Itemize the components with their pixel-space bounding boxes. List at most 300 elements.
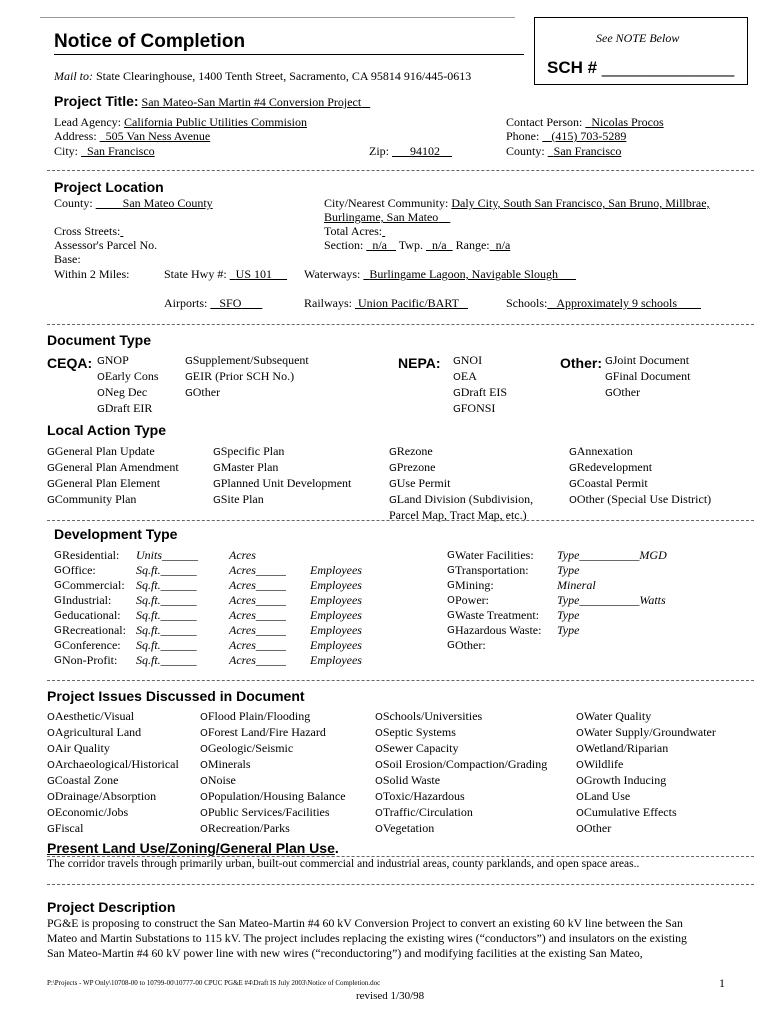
development-units: Sq.ft.______ [136, 593, 197, 607]
option-label: Neg Dec [104, 385, 148, 399]
development-acres: Acres_____ [229, 563, 286, 577]
nepa-options [453, 353, 507, 417]
checkbox-mark[interactable]: G [185, 356, 193, 367]
issue-option [375, 805, 547, 821]
checkbox-mark[interactable]: G [54, 640, 62, 651]
development-heading: Development Type [54, 526, 178, 542]
option-label: Rezone [396, 444, 433, 458]
local-action-option [213, 492, 351, 508]
divider [47, 170, 754, 171]
checkbox-mark[interactable]: O [576, 824, 584, 835]
option-label: General Plan Element [54, 476, 161, 490]
checkbox-mark[interactable]: G [54, 655, 62, 666]
checkbox-mark[interactable]: O [47, 792, 55, 803]
checkbox-mark[interactable]: G [54, 610, 62, 621]
option-label: Geologic/Seismic [207, 741, 294, 755]
option-label: Water Quality [583, 709, 652, 723]
development-acres: Acres_____ [229, 623, 286, 637]
local-action-option [213, 460, 351, 476]
option-label: Forest Land/Fire Hazard [207, 725, 326, 739]
checkbox-mark[interactable]: O [576, 792, 584, 803]
checkbox-mark[interactable]: G [447, 565, 455, 576]
issue-option [576, 805, 716, 821]
option-label: EIR (Prior SCH No.) [192, 369, 295, 383]
development-label: Transportation: [455, 563, 529, 577]
other-doc-option [605, 353, 690, 369]
option-label: Master Plan [220, 460, 279, 474]
development-units: Sq.ft.______ [136, 653, 197, 667]
checkbox-mark[interactable]: O [200, 824, 208, 835]
issue-option [576, 741, 716, 757]
airports-row: Airports: SFO [164, 296, 242, 310]
location-heading: Project Location [54, 179, 164, 195]
nepa-option [453, 369, 507, 385]
checkbox-mark[interactable]: O [453, 372, 461, 383]
checkbox-mark[interactable]: G [54, 595, 62, 606]
development-units: Sq.ft.______ [136, 638, 197, 652]
option-label: Land Use [583, 789, 631, 803]
within-label: Within 2 Miles: [54, 267, 130, 281]
checkbox-mark[interactable]: G [605, 388, 613, 399]
location-community-2: Burlingame, San Mateo [324, 210, 439, 224]
issue-option [47, 741, 179, 757]
location-community: City/Nearest Community: Daly City, South San Francisco, San Bruno, Millbrae, [324, 196, 710, 210]
option-label: Draft EIR [104, 401, 153, 415]
development-value: Type [557, 608, 580, 622]
issues-heading: Project Issues Discussed in Document [47, 688, 305, 704]
option-label: Septic Systems [382, 725, 456, 739]
development-value: Type [557, 623, 580, 637]
page-title: Notice of Completion [54, 31, 246, 52]
checkbox-mark[interactable]: G [47, 824, 55, 835]
revised-date: revised 1/30/98 [356, 990, 425, 1002]
nepa-label: NEPA: [398, 355, 441, 371]
issue-option [47, 773, 179, 789]
cross-streets: Cross Streets: [54, 224, 121, 238]
checkbox-mark[interactable]: O [447, 595, 455, 606]
option-label: Vegetation [382, 821, 435, 835]
checkbox-mark[interactable]: O [47, 760, 55, 771]
ceqa-option [185, 369, 309, 385]
option-label: General Plan Update [54, 444, 155, 458]
issue-option [47, 725, 179, 741]
development-acres: Acres_____ [229, 593, 286, 607]
issue-option [200, 725, 346, 741]
section-row: Section: n/a Twp. n/a Range: n/a [324, 238, 511, 252]
issue-option [200, 757, 346, 773]
checkbox-mark[interactable]: G [47, 776, 55, 787]
option-label: Other [583, 821, 612, 835]
option-label: Drainage/Absorption [54, 789, 157, 803]
checkbox-mark[interactable]: O [375, 824, 383, 835]
issue-option [576, 709, 716, 725]
checkbox-mark[interactable]: O [375, 760, 383, 771]
checkbox-mark[interactable]: O [47, 712, 55, 723]
checkbox-mark[interactable]: O [47, 728, 55, 739]
checkbox-mark[interactable]: G [569, 463, 577, 474]
checkbox-mark[interactable]: G [389, 447, 397, 458]
checkbox-mark[interactable]: G [213, 447, 221, 458]
development-employees: Employees [310, 623, 362, 637]
checkbox-mark[interactable]: G [605, 372, 613, 383]
checkbox-mark[interactable]: G [213, 495, 221, 506]
divider [47, 520, 754, 521]
lead-agency-row: Lead Agency: California Public Utilities Commision [54, 115, 307, 129]
checkbox-mark[interactable]: G [447, 610, 455, 621]
option-label: Schools/Universities [382, 709, 483, 723]
issue-option [47, 789, 179, 805]
option-label: Coastal Zone [54, 773, 119, 787]
total-acres: Total Acres: [324, 224, 383, 238]
local-action-option [569, 460, 711, 476]
option-label: Wetland/Riparian [583, 741, 669, 755]
option-label: EA [460, 369, 477, 383]
checkbox-mark[interactable]: G [453, 356, 461, 367]
option-label: Traffic/Circulation [382, 805, 473, 819]
checkbox-mark[interactable]: G [453, 404, 461, 415]
checkbox-mark[interactable]: G [389, 495, 397, 506]
local-action-col4 [569, 444, 711, 508]
mail-to: Mail to: State Clearinghouse, 1400 Tenth Street, Sacramento, CA 95814 916/445-0613 [54, 69, 472, 83]
nepa-option [453, 385, 507, 401]
issue-option [375, 773, 547, 789]
option-label: Public Services/Facilities [207, 805, 330, 819]
issue-option [375, 725, 547, 741]
development-units: Sq.ft.______ [136, 623, 197, 637]
base: Base: [54, 252, 81, 266]
option-label: Flood Plain/Flooding [207, 709, 311, 723]
development-label: Non-Profit: [62, 653, 118, 667]
option-label: Sewer Capacity [382, 741, 459, 755]
development-value: Type__________MGD [557, 548, 667, 562]
option-label: Noise [207, 773, 236, 787]
development-label: Water Facilities: [455, 548, 534, 562]
local-action-option [213, 476, 351, 492]
description-line: Mateo and Martin Substations to 115 kV. The project includes replacing the existing wires (“conductors”) and insulators on the existing [47, 931, 687, 945]
checkbox-mark[interactable]: O [97, 388, 105, 399]
contact-row: Contact Person: Nicolas Procos [506, 115, 664, 129]
option-label: Cumulative Effects [583, 805, 677, 819]
other-doc-options [605, 353, 690, 401]
issues-col1 [47, 709, 179, 837]
option-label: Water Supply/Groundwater [583, 725, 716, 739]
top-rule [40, 17, 515, 18]
local-action-option [47, 492, 179, 508]
sch-label: SCH # ______________ [547, 58, 735, 77]
development-acres: Acres_____ [229, 638, 286, 652]
local-action-col2 [213, 444, 351, 508]
checkbox-mark[interactable]: O [200, 744, 208, 755]
development-label: educational: [62, 608, 121, 622]
development-employees: Employees [310, 593, 362, 607]
development-units: Sq.ft.______ [136, 563, 197, 577]
phone-row: Phone: (415) 703-5289 [506, 129, 627, 143]
development-acres: Acres_____ [229, 608, 286, 622]
issues-col4 [576, 709, 716, 837]
local-action-option [389, 444, 533, 460]
nepa-option [453, 401, 507, 417]
checkbox-mark[interactable]: O [375, 712, 383, 723]
checkbox-mark[interactable]: G [605, 356, 613, 367]
nepa-option [453, 353, 507, 369]
option-label: Parcel Map, Tract Map, etc.) [389, 508, 527, 522]
other-doc-option [605, 385, 690, 401]
checkbox-mark[interactable]: G [389, 463, 397, 474]
option-label: Archaeological/Historical [54, 757, 179, 771]
option-label: Supplement/Subsequent [192, 353, 309, 367]
option-label: Wildlife [583, 757, 624, 771]
issue-option [375, 757, 547, 773]
option-label: Aesthetic/Visual [54, 709, 135, 723]
issue-option [200, 773, 346, 789]
checkbox-mark[interactable]: G [213, 479, 221, 490]
issue-option [375, 789, 547, 805]
development-label: Industrial: [62, 593, 112, 607]
checkbox-mark[interactable]: O [375, 776, 383, 787]
option-label: FONSI [460, 401, 496, 415]
checkbox-mark[interactable]: O [375, 744, 383, 755]
development-label: Residential: [62, 548, 120, 562]
checkbox-mark[interactable]: O [200, 712, 208, 723]
issue-option [200, 821, 346, 837]
checkbox-mark[interactable]: O [569, 495, 577, 506]
option-label: Recreation/Parks [207, 821, 290, 835]
option-label: Other (Special Use District) [576, 492, 712, 506]
divider [47, 856, 754, 857]
option-label: Coastal Permit [576, 476, 648, 490]
ceqa-option [185, 353, 309, 369]
checkbox-mark[interactable]: G [47, 463, 55, 474]
issue-option [576, 725, 716, 741]
issue-option [576, 789, 716, 805]
checkbox-mark[interactable]: G [447, 640, 455, 651]
local-action-col3 [389, 444, 533, 523]
option-label: Draft EIS [460, 385, 508, 399]
local-action-option [569, 444, 711, 460]
issue-option [375, 709, 547, 725]
checkbox-mark[interactable]: G [185, 388, 193, 399]
option-label: NOI [460, 353, 483, 367]
local-action-option [213, 444, 351, 460]
checkbox-mark[interactable]: O [576, 776, 584, 787]
development-value: Mineral [557, 578, 596, 592]
option-label: Minerals [207, 757, 251, 771]
divider [47, 324, 754, 325]
zip-row: Zip: 94102 [369, 144, 440, 158]
option-label: Solid Waste [382, 773, 441, 787]
issue-option [576, 821, 716, 837]
development-label: Commercial: [62, 578, 125, 592]
checkbox-mark[interactable]: G [213, 463, 221, 474]
checkbox-mark[interactable]: O [200, 728, 208, 739]
checkbox-mark[interactable]: O [375, 728, 383, 739]
development-acres: Acres [229, 548, 256, 562]
option-label: Economic/Jobs [54, 805, 129, 819]
checkbox-mark[interactable]: G [447, 580, 455, 591]
development-label: Waste Treatment: [455, 608, 540, 622]
option-label: Land Division (Subdivision, [396, 492, 534, 506]
development-acres: Acres_____ [229, 653, 286, 667]
hwy-row: State Hwy #: US 101 [164, 267, 273, 281]
note-text: See NOTE Below [596, 31, 680, 45]
checkbox-mark[interactable]: O [375, 792, 383, 803]
local-action-option [47, 444, 179, 460]
option-label: Prezone [396, 460, 436, 474]
checkbox-mark[interactable]: O [97, 372, 105, 383]
option-label: Fiscal [54, 821, 84, 835]
other-doc-option [605, 369, 690, 385]
development-units: Sq.ft.______ [136, 608, 197, 622]
railways-row: Railways: Union Pacific/BART [304, 296, 459, 310]
development-employees: Employees [310, 653, 362, 667]
checkbox-mark[interactable]: G [47, 479, 55, 490]
development-label: Office: [62, 563, 96, 577]
checkbox-mark[interactable]: O [375, 808, 383, 819]
issue-option [200, 805, 346, 821]
checkbox-mark[interactable]: G [54, 565, 62, 576]
document-type-heading: Document Type [47, 332, 151, 348]
development-acres: Acres_____ [229, 578, 286, 592]
option-label: General Plan Amendment [54, 460, 179, 474]
development-label: Mining: [455, 578, 494, 592]
title-rule [54, 54, 524, 55]
checkbox-mark[interactable]: G [389, 479, 397, 490]
description-heading: Project Description [47, 899, 176, 915]
checkbox-mark[interactable]: G [54, 625, 62, 636]
checkbox-mark[interactable]: O [576, 760, 584, 771]
other-label: Other: [560, 355, 602, 371]
checkbox-mark[interactable]: O [576, 712, 584, 723]
description-line: PG&E is proposing to construct the San Mateo-Martin #4 60 kV Conversion Project to convert an existing 60 kV line between the San [47, 916, 683, 930]
local-action-option [389, 476, 533, 492]
checkbox-mark[interactable]: G [447, 625, 455, 636]
checkbox-mark[interactable]: O [576, 808, 584, 819]
checkbox-mark[interactable]: G [54, 580, 62, 591]
checkbox-mark[interactable]: G [47, 447, 55, 458]
checkbox-mark[interactable]: G [47, 495, 55, 506]
apn: Assessor's Parcel No. [54, 238, 158, 252]
local-action-heading: Local Action Type [47, 422, 167, 438]
checkbox-mark[interactable]: O [47, 744, 55, 755]
checkbox-mark[interactable]: O [200, 776, 208, 787]
option-label: Other [612, 385, 641, 399]
development-value: Type [557, 563, 580, 577]
checkbox-mark[interactable]: G [569, 479, 577, 490]
option-label: Soil Erosion/Compaction/Grading [382, 757, 548, 771]
option-label: Population/Housing Balance [207, 789, 346, 803]
page-number: 1 [719, 976, 725, 990]
issue-option [47, 805, 179, 821]
local-action-option [569, 476, 711, 492]
development-label: Power: [455, 593, 489, 607]
option-label: Annexation [576, 444, 633, 458]
development-units: Units______ [136, 548, 199, 562]
checkbox-mark[interactable]: G [185, 372, 193, 383]
issue-option [576, 757, 716, 773]
option-label: Growth Inducing [583, 773, 667, 787]
local-action-option [569, 492, 711, 508]
option-label: Community Plan [54, 492, 137, 506]
ceqa-label: CEQA: [47, 355, 93, 371]
issue-option [47, 757, 179, 773]
checkbox-mark[interactable]: G [453, 388, 461, 399]
checkbox-mark[interactable]: G [447, 550, 455, 561]
development-employees: Employees [310, 563, 362, 577]
option-label: Redevelopment [576, 460, 653, 474]
land-use-heading: Present Land Use/Zoning/General Plan Use. [47, 840, 339, 856]
county-row: County: San Francisco [506, 144, 622, 158]
development-units: Sq.ft.______ [136, 578, 197, 592]
divider [47, 680, 754, 681]
location-county: County: San Mateo County [54, 196, 213, 210]
description-line: San Mateo-Martin #4 60 kV power line with new wires (“reconductoring”) and modifying facilities at the existing San Mateo, [47, 946, 643, 960]
option-label: Planned Unit Development [220, 476, 352, 490]
local-action-col1 [47, 444, 179, 508]
footer-path: P:\Projects - WP Only\10708-00 to 10799-00\10777-00 CPUC PG&E #4\Draft IS July 2003\Notice of Completion.doc [47, 979, 381, 987]
ceqa-option [185, 385, 309, 401]
issue-option [200, 789, 346, 805]
ceqa-options-1 [97, 353, 159, 417]
option-label: NOP [104, 353, 129, 367]
option-label: Joint Document [612, 353, 690, 367]
issue-option [200, 741, 346, 757]
checkbox-mark[interactable]: G [97, 356, 105, 367]
issue-option [200, 709, 346, 725]
local-action-option [389, 492, 533, 508]
development-employees: Employees [310, 638, 362, 652]
ceqa-option [97, 353, 159, 369]
checkbox-mark[interactable]: G [569, 447, 577, 458]
development-label: Conference: [62, 638, 121, 652]
checkbox-mark[interactable]: O [200, 760, 208, 771]
option-label: Toxic/Hazardous [382, 789, 465, 803]
development-employees: Employees [310, 608, 362, 622]
checkbox-mark[interactable]: O [576, 728, 584, 739]
issues-col2 [200, 709, 346, 837]
checkbox-mark[interactable]: O [200, 808, 208, 819]
issue-option [576, 773, 716, 789]
local-action-option [47, 460, 179, 476]
checkbox-mark[interactable]: O [576, 744, 584, 755]
option-label: Specific Plan [220, 444, 285, 458]
project-title-row: Project Title: San Mateo-San Martin #4 Conversion Project [54, 93, 362, 109]
ceqa-options-2 [185, 353, 309, 401]
development-value: Type__________Watts [557, 593, 666, 607]
local-action-option [47, 476, 179, 492]
checkbox-mark[interactable]: G [97, 404, 105, 415]
ceqa-option [97, 369, 159, 385]
divider [47, 884, 754, 885]
checkbox-mark[interactable]: O [200, 792, 208, 803]
address-row: Address: 505 Van Ness Avenue [54, 129, 211, 143]
city-row: City: San Francisco [54, 144, 155, 158]
option-label: Air Quality [54, 741, 110, 755]
option-label: Site Plan [220, 492, 264, 506]
checkbox-mark[interactable]: O [47, 808, 55, 819]
option-label: Use Permit [396, 476, 451, 490]
option-label: Other [192, 385, 221, 399]
checkbox-mark[interactable]: G [54, 550, 62, 561]
issues-col3 [375, 709, 547, 837]
issue-option [375, 821, 547, 837]
waterways-row: Waterways: Burlingame Lagoon, Navigable Slough [304, 267, 558, 281]
land-use-text: The corridor travels through primarily urban, built-out commercial and industrial areas, county parklands, and open space areas.. [47, 858, 640, 870]
development-label: Other: [455, 638, 486, 652]
development-employees: Employees [310, 578, 362, 592]
schools-row: Schools: Approximately 9 schools [506, 296, 677, 310]
issue-option [47, 709, 179, 725]
development-label: Hazardous Waste: [455, 623, 542, 637]
